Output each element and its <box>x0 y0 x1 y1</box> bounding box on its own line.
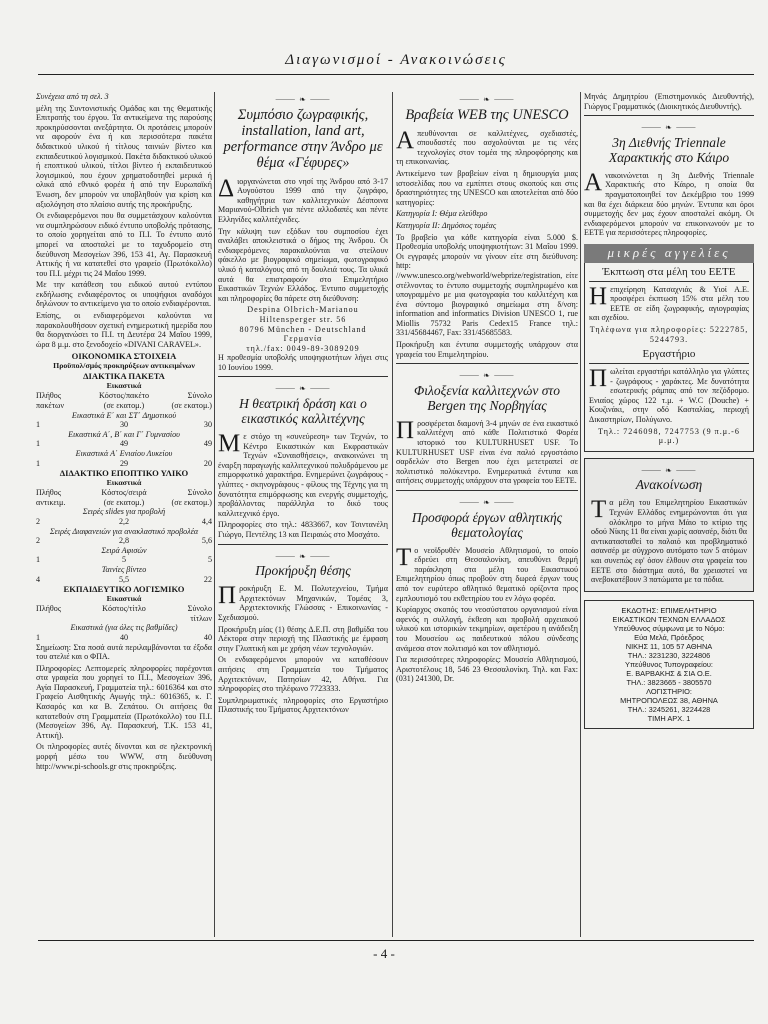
paragraph: μέλη της Συντονιστικής Ομάδας και της Θεματικής Επιτροπής του έργου. Τα αντικείμενα της παρούσης προκηρύσσονται ανεξάρτητα. Οι προτάσεις μπορούν να αφορούν ένα ή και περισσότερα πακέτα διδακτικού υλικού ή τίτλους ταινιών βίντεο και εκπαιδευτικού λογισμικού. Πακέτα διδακτικού υλικού ή εποπτικού υλικού, τίτλοι βίντεο ή εκπαιδευτικού λογισμικού, που έχουν χρηματοδοτηθεί μερικά ή ολικά από εθνικό φορέα ή από την Ευρωπαϊκή Ένωση, δεν μπορούν να υποβληθούν για κρίση και αξιολόγηση στο πλαίσιο αυτής της προκήρυξης. <box>36 103 212 209</box>
table-row: 2 2,2 4,4 <box>36 516 212 526</box>
paragraph: Αντικείμενο των βραβείων είναι η δημιουργία μιας ιστοσελίδας που να εμπίπτει στους σκοπούς και στις δραστηριότητες της UNESCO και αποτελείται από δύο κατηγορίες: <box>396 168 578 207</box>
page-number: - 4 - <box>373 946 395 961</box>
drop-cap: Δ <box>218 174 235 202</box>
ornament-icon: ⸻ ❧ ⸻ <box>641 465 697 475</box>
ad-phone: Τηλέφωνα για πληροφορίες: 5222785, 5244793. <box>589 324 749 344</box>
article-title: Προκήρυξη θέσης <box>255 563 351 579</box>
column-2 <box>218 92 388 717</box>
announcement-box <box>584 458 754 592</box>
column-4 <box>584 92 754 729</box>
paragraph: Συμπληρωματικές πληροφορίες στο Εργαστήριο Πλαστικής του Τμήματος Αρχιτεκτόνων <box>218 695 388 715</box>
table-subtitle: Εικαστικά Α΄ Ενιαίου Λυκείου <box>75 449 173 458</box>
table-row: 1 49 49 <box>36 439 212 449</box>
ornament-icon: ⸻ ❧ ⸻ <box>275 384 331 394</box>
paragraph: Προκήρυξη μίας (1) θέσης Δ.Ε.Π. στη βαθμίδα του Λέκτορα στην περιοχή της Πλαστικής με έμφαση στην Γλυπτική και με χρήση νέων τεχνολογιών. <box>218 624 388 653</box>
paragraph: Με την κατάθεση του ειδικού αυτού εντύπου εκδήλωσης ενδιαφέροντος οι υποψήφιοι αναδόχοι δηλώνουν το αντικείμενο για το οποίο ενδιαφέρονται. <box>36 280 212 309</box>
column-divider <box>214 92 215 937</box>
table-row: 1 5 5 <box>36 555 212 565</box>
paragraph: πευθύνονται σε καλλιτέχνες, σχεδιαστές, σπουδαστές που ασχολούνται με τις νέες τεχνολογίες στον τομέα της πληροφόρησης και τη επικοινωνίας. <box>396 128 578 167</box>
publisher-line: Εύα Μελά, Πρόεδρος <box>634 632 704 642</box>
category-line: Κατηγορία Ι: Θέμα ελεύθερο <box>396 209 488 219</box>
section-subheading: Προϋπολ/σμός προκηρύξεων αντικειμένων <box>53 361 195 371</box>
address-line: Γερμανία <box>283 334 323 344</box>
table-row: 1 40 40 <box>36 632 212 642</box>
publisher-line: ΜΗΤΡΟΠΟΛΕΩΣ 38, ΑΘΗΝΑ <box>620 695 718 705</box>
table-row: 1 29 20 <box>36 458 212 468</box>
drop-cap: Π <box>589 365 608 393</box>
ad-title: Εργαστήριο <box>589 348 749 364</box>
table-header-row: Πλήθος Κόστος/πακέτο Σύνολο <box>36 391 212 401</box>
paragraph: Για περισσότερες πληροφορίες: Μουσείο Αθλητισμού, Αριστοτέλους 18, 546 23 Θεσσαλονίκη. Τηλ. και Fax: (031) 241300, Dr. <box>396 655 578 684</box>
article-title: Η θεατρική δράση και ο εικαστικός καλλιτέχνης <box>239 396 367 427</box>
paragraph: νακοινώνεται η 3η Διεθνής Triennale Χαρακτικής στο Κάιρο, η οποία θα πραγματοποιηθεί τον Δεκέμβριο του 1999 και θα έχει διάρκεια δύο μηνών. Έντυπα και όροι συμμετοχής δεν μας έχουν αποσταλεί ακόμη. Οι ενδιαφερόμενοι μπορούν να επικοινωνούν με το ΕΕΤΕ για περισσότερες πληροφορίες. <box>584 170 754 238</box>
publisher-line: Υπεύθυνος Τυπογραφείου: <box>625 659 713 669</box>
column-divider <box>392 92 393 937</box>
table-subtitle: Εικαστικά Α΄, Β΄ και Γ΄ Γυμνασίου <box>68 429 180 439</box>
publisher-line: ΕΙΚΑΣΤΙΚΩΝ ΤΕΧΝΩΝ ΕΛΛΑΔΟΣ <box>612 614 726 624</box>
section-heading: ΟΙΚΟΝΟΜΙΚΑ ΣΤΟΙΧΕΙΑ <box>71 351 177 362</box>
paragraph: Οι ενδιαφερόμενοι μπορούν να καταθέσουν αιτήσεις στη Γραμματεία του Τμήματος Αρχιτεκτόνων, Πατησίων 42, Αθήνα. Για πληροφορίες στο τηλέφωνο 7723333. <box>218 655 388 694</box>
table-subtitle: Εικαστικά (για όλες τις βαθμίδες) <box>70 623 178 633</box>
article-title: 3η Διεθνής Triennale Χαρακτικής στο Κάιρο <box>608 134 730 165</box>
table-subtitle: Σειρές Διαφανειών για ανακλαστικό προβολέα <box>49 526 199 536</box>
paragraph: ροσφέρεται διαμονή 3-4 μηνών σε ένα εικαστικό καλλιτέχνη από κάθε Πολιτιστικό Φορέα ιστορικό του KULTURHUSET USF. To KULTURHUSET USF είναι ένα παλιό εργοστάσιο σαρδελών στο Bergen που έχει μετετραπεί σε πολιτιστικό πολύκεντρο. Ενημερωτικά έντυπα και αιτήσεις συμμετοχής υπάρχουν στα γραφεία του ΕΕΤΕ. <box>396 418 578 486</box>
article-title: Προσφορά έργων αθλητικής θεματολογίας <box>411 509 563 540</box>
table-subtitle: Εικαστικά Ε΄ και ΣΤ΄ Δημοτικού <box>71 410 177 420</box>
paragraph: ο νεοϊδρυθέν Μουσείο Αθλητισμού, το οποίο εδρεύει στη Θεσσαλονίκη, απευθύνει θερμή παράκληση στα μέλη του Εικαστικού Επιμελητηρίου όπως προβούν στη δωρεά έργων τους από τον ευρύτερο αθλητικό θεματικό ορίζοντα προς εμπλουτισμό του εκθετηρίου του εν λόγω φορέα. <box>396 545 578 603</box>
publisher-line: ΤΙΜΗ ΑΡΧ. 1 <box>647 713 691 723</box>
ornament-icon: ⸻ ❧ ⸻ <box>459 498 515 507</box>
continued-note: Συνέχεια από τη σελ. 3 <box>36 92 109 101</box>
ad-text: επιχείρηση Κατσαχνιάς & Υιοί Α.Ε. προσφέρει έκπτωση 15% στα μέλη του ΕΕΤΕ σε είδη ζωγραφικής, αγιογραφίας και σχεδίου. <box>589 284 749 323</box>
ornament-icon: ⸻ ❧ ⸻ <box>459 95 515 104</box>
section-subheading: Εικαστικά <box>106 381 142 391</box>
article-title: Συμπόσιο ζωγραφικής, installation, land art, performance στην Άνδρο με θέμα «Γέφυρες» <box>223 106 383 171</box>
table-header-row: αντικειμ. (σε εκατομ.) (σε εκατομ.) <box>36 497 212 507</box>
table-header-row: Πλήθος Κόστος/σειρά Σύνολο <box>36 488 212 498</box>
article-title: Φιλοξενία καλλιτεχνών στο Bergen της Νορβηγίας <box>413 382 561 413</box>
publisher-line: ΤΗΛ.: 3245261, 3224428 <box>627 704 711 714</box>
header-rule <box>38 74 754 75</box>
drop-cap: Μ <box>218 430 241 458</box>
table-row: 2 2,8 5,6 <box>36 536 212 546</box>
drop-cap: Π <box>218 582 237 610</box>
page-header: Διαγωνισμοί - Ανακοινώσεις <box>285 52 507 68</box>
ornament-icon: ⸻ ❧ ⸻ <box>275 95 331 104</box>
paragraph: Οι πληροφορίες αυτές δίνονται και σε ηλεκτρονική μορφή μέσω του WWW, στη διεύθυνση http://www.pi-schools.gr στις προκηρύξεις. <box>36 742 212 771</box>
publisher-line: ΝΙΚΗΣ 11, 105 57 ΑΘΗΝΑ <box>625 641 713 651</box>
section-heading: ΔΙΑΚΤΙΚΑ ΠΑΚΕΤΑ <box>83 371 165 382</box>
paragraph: Επίσης, οι ενδιαφερόμενοι καλούνται να παρακολουθήσουν σχετική ενημερωτική ημερίδα που θα διοργανώσει το Π.Ι. τη Δευτέρα 24 Μαΐου 1999, ώρα 8 μ.μ. στο ξενοδοχείο «DIVANI CARAVEL». <box>36 311 212 349</box>
address-line: Hiltensperger str. 56 <box>259 314 347 324</box>
drop-cap: Η <box>589 282 608 310</box>
ad-title: Έκπτωση στα μέλη του ΕΕΤΕ <box>589 266 749 282</box>
section-heading: ΔΙΔΑΚΤΙΚΟ ΕΠΟΠΤΙΚΟ ΥΛΙΚΟ <box>59 468 189 479</box>
paragraph: Προκήρυξη και έντυπα συμμετοχής υπάρχουν στα γραφεία του Επιμελητηρίου. <box>396 340 578 359</box>
drop-cap: Τ <box>591 496 607 524</box>
drop-cap: Π <box>396 416 415 444</box>
article-title: Βραβεία WEB της UNESCO <box>405 106 569 123</box>
ad-phone: Τηλ.: 7246098, 7247753 (9 π.μ.-6 μ.μ.) <box>598 426 740 446</box>
paragraph: Μηνάς Δημητρίου (Επιστημονικός Διευθυντής), Γιώργος Γραμματικός (Διοικητικός Διευθυντής). <box>584 92 754 111</box>
section-subheading: Εικαστικά <box>106 478 142 488</box>
column-1 <box>36 92 212 773</box>
table-header-row: τίτλων <box>190 613 212 623</box>
paragraph: Η προθεσμία υποβολής υποψηφιοτήτων λήγει στις 10 Ιουνίου 1999. <box>218 353 388 372</box>
classifieds-banner: μικρές αγγελίες <box>584 244 754 263</box>
category-line: Κατηγορία ΙΙ: Δημόσιος τομέας <box>396 220 497 230</box>
paragraph: ιοργανώνεται στο νησί της Άνδρου από 3-17 Αυγούστου 1999 από την ζωγράφο, καθηγήτρια των καλλιτεχνικών Δέσποινα Μαριανού-Olbrich για πέντε αλλοδαπές και πέντε Ελληνίδες καλλιτέχνιδες. <box>218 176 388 224</box>
paragraph: α μέλη του Επιμελητηρίου Εικαστικών Τεχνών Ελλάδος ενημερώνονται ότι για ολόκληρο το μήνα Μάιο το κτίριο της οδού Νίκης 11 θα είναι χωρίς ασανσέρ, διότι θα αντικατασταθεί το παλαιό και προβληματικό ασανσέρ με σύγχρονο αυτόματο των 5 ατόμων και συνεπώς εφ' όσον έλθουν στα γραφεία του ΕΕΤΕ στο διάστημα αυτό, θα χρειαστεί να ανεβοκατέβουν 3 πατώματα με τα πόδια. <box>591 498 747 585</box>
publisher-line: Ε. ΒΑΡΒΑΚΗΣ & ΣΙΑ Ο.Ε. <box>626 668 712 678</box>
ornament-icon: ⸻ ❧ ⸻ <box>275 551 331 561</box>
column-3 <box>396 92 578 686</box>
paragraph: Πληροφορίες στο τηλ.: 4833667, κον Τσιντανέλη Γιώργο, Πεντέλης 13 και Πειραιώς στο Μοσχάτο. <box>218 520 388 539</box>
footer-rule <box>38 940 754 941</box>
table-subtitle: Σειρές slides για προβολή <box>82 507 166 517</box>
paragraph: Το βραβείο για κάθε κατηγορία είναι 5.000 $. Προθεσμία υποβολής υποψηφιοτήτων: 31 Μαΐου 1999. Οι εγγραφές μπορούν να γίνουν είτε στη διεύθυνση: http: //www.unesco.org/webworld/webprize/registration, είτε στέλνοντας το έντυπο συμμετοχής συμπληρωμένο και υπογραμμένο με μια φωτογραφία του καλλιτέχνη και ένα σύντομο βιογραφικό σημείωμα στη δ/νση: information and informatics Division UNESCO 1, rue Miollis 75732 Paris Cedex15 France τηλ.: 331/45684467, Fax: 331/45685583. <box>396 232 578 338</box>
drop-cap: Τ <box>396 543 412 571</box>
paragraph: ε στόχο τη «συνεύρεση» των Τεχνών, το Κέντρο Εικαστικών και Εκφραστικών Τεχνών «Συναισθήσεις», ανακοινώνει τη έναρξη παραγωγής καλλιτεχνικού πολυδράμενου με επιμορφωτικό χαρακτήρα. Ενημερώνει ζωγράφους - γλύπτες - σκηνογράφους - φίλους της Τέχνης για τη δυνατότητα επιμόρφωσης και ενεργής συμμετοχής, προβάλλοντας παράλληλα το δικό τους καλλιτεχνικό έργο. <box>218 432 388 518</box>
publisher-info-box <box>584 600 754 729</box>
drop-cap: Α <box>584 168 603 196</box>
address-line: 80796 München - Deutschland <box>239 324 367 334</box>
address-line: τηλ./fax: 0049-89-3089209 <box>246 343 360 353</box>
table-row: 4 5,5 22 <box>36 574 212 584</box>
ornament-icon: ⸻ ❧ ⸻ <box>641 123 697 133</box>
ad-text: ωλείται εργαστήρι κατάλληλο για γλύπτες - ζωγράφους - χαράκτες. Με δυνατότητα εσωτερικής ράμπας από τον πεζόδρομο. Ενιαίος χώρος 122 τ.μ. + W.C (Douche) + Κουζινάκι, στην οδό Κασταλίας, περιοχή Δικαστηρίων, Πολύγωνο. <box>589 367 749 425</box>
column-divider <box>580 92 581 937</box>
article-title: Ανακοίνωση <box>635 477 703 493</box>
paragraph: Σημείωση: Στα ποσά αυτά περιλαμβάνονται τα έξοδα του ατελιέ και ο ΦΠΑ. <box>36 642 212 662</box>
paragraph: Κυρίαρχος σκοπός του νεοσύστατου οργανισμού είναι αφενός η συλλογή, έκθεση και προβολή αρχειακού υλικού και ιστορικών τεκμηρίων, αφετέρου η ανάδειξη του Μουσείου ως παιδευτικού πόλου σύνδεσης ανάμεσα στον πολιτισμό και τον αθλητισμό. <box>396 605 578 653</box>
publisher-line: ΤΗΛ.: 3231230, 3224806 <box>627 650 711 660</box>
paragraph: Οι ενδιαφερόμενοι που θα συμμετάσχουν καλούνται να συμπληρώσουν ειδικό έντυπο υποβολής πρότασης, το οποίο χορηγείται από το Π.Ι. Το έντυπο αυτό μπορεί να αποσταλεί με το ταχυδρομείο στη διεύθυνση Μεσογείων 396, 153 41, Αγ. Παρασκευή Αττικής ή να κατατεθεί στο γραφείο (Πρωτόκολλο) του Π.Ι. μέχρι τις 24 Μαΐου 1999. <box>36 211 212 278</box>
drop-cap: Α <box>396 126 415 154</box>
classifieds-box <box>584 263 754 452</box>
paragraph: Την κάλυψη των εξόδων του συμποσίου έχει αναλάβει αποκλειστικά ο δήμος της Άνδρου. Οι ενδιαφερόμενες παρακαλούνται να στείλουν φάκελλο με βιογραφικό σημείωμα, φωτογραφικό υλικό ή καταλόγους από τη δουλειά τους. Τα υλικά αυτά θα επιστραφούν στο Επιμελητήριο Εικαστικών Τεχνών Ελλάδος. Έντυπο συμμετοχής και πληροφορίες θα πάρετε στη διεύθυνση: <box>218 226 388 303</box>
table-subtitle: Σειρά Αφισών <box>101 545 147 555</box>
paragraph: ροκήρυξη Ε. Μ. Πολυτεχνείου, Τμήμα Αρχιτεκτόνων Μηχανικών, Τομέας 3, Αρχιτεκτονικής Γλώσσας - Επικοινωνίας - Σχεδιασμού. <box>218 584 388 622</box>
publisher-line: ΕΚΔΟΤΗΣ: ΕΠΙΜΕΛΗΤΗΡΙΟ <box>621 605 717 615</box>
publisher-line: Υπεύθυνος σύμφωνα με το Νόμο: <box>613 623 725 633</box>
publisher-line: ΤΗΛ.: 3823665 - 3805570 <box>626 677 712 687</box>
ornament-icon: ⸻ ❧ ⸻ <box>459 371 515 381</box>
table-row: 1 30 30 <box>36 420 212 430</box>
address-line: Despina Olbrich-Marianou <box>247 305 359 315</box>
paragraph: Πληροφορίες: Λεπτομερείς πληροφορίες παρέχονται στα γραφεία που χορηγεί το Π.Ι., Μεσογείων 396, Αγία Παρασκευή, Γραμματεία τηλ.: 6016364 και στο Γραφείο Αισθητικής Αγωγής τηλ.: 6016365, κ. Γ. Κασαρός και κα Β. Ζεπάτου. Οι αιτήσεις θα κατατεθούν στη Γραμματεία (Πρωτόκολλο) του Π.Ι. (Μεσογείων 396, Αγ. Παρασκευή, Τ.Κ. 153 41, Αττική). <box>36 663 212 740</box>
section-heading: ΕΚΠΑΙΔΕΥΤΙΚΟ ΛΟΓΙΣΜΙΚΟ <box>63 584 185 595</box>
publisher-line: ΛΟΓΙΣΤΗΡΙΟ: <box>646 686 692 696</box>
table-header-row: Πλήθος Κόστος/τίτλο Σύνολο <box>36 604 212 614</box>
table-header-row: πακέτων (σε εκατομ.) (σε εκατομ.) <box>36 401 212 411</box>
section-subheading: Εικαστικά <box>106 594 142 604</box>
table-subtitle: Ταινίες βίντεο <box>101 564 147 574</box>
